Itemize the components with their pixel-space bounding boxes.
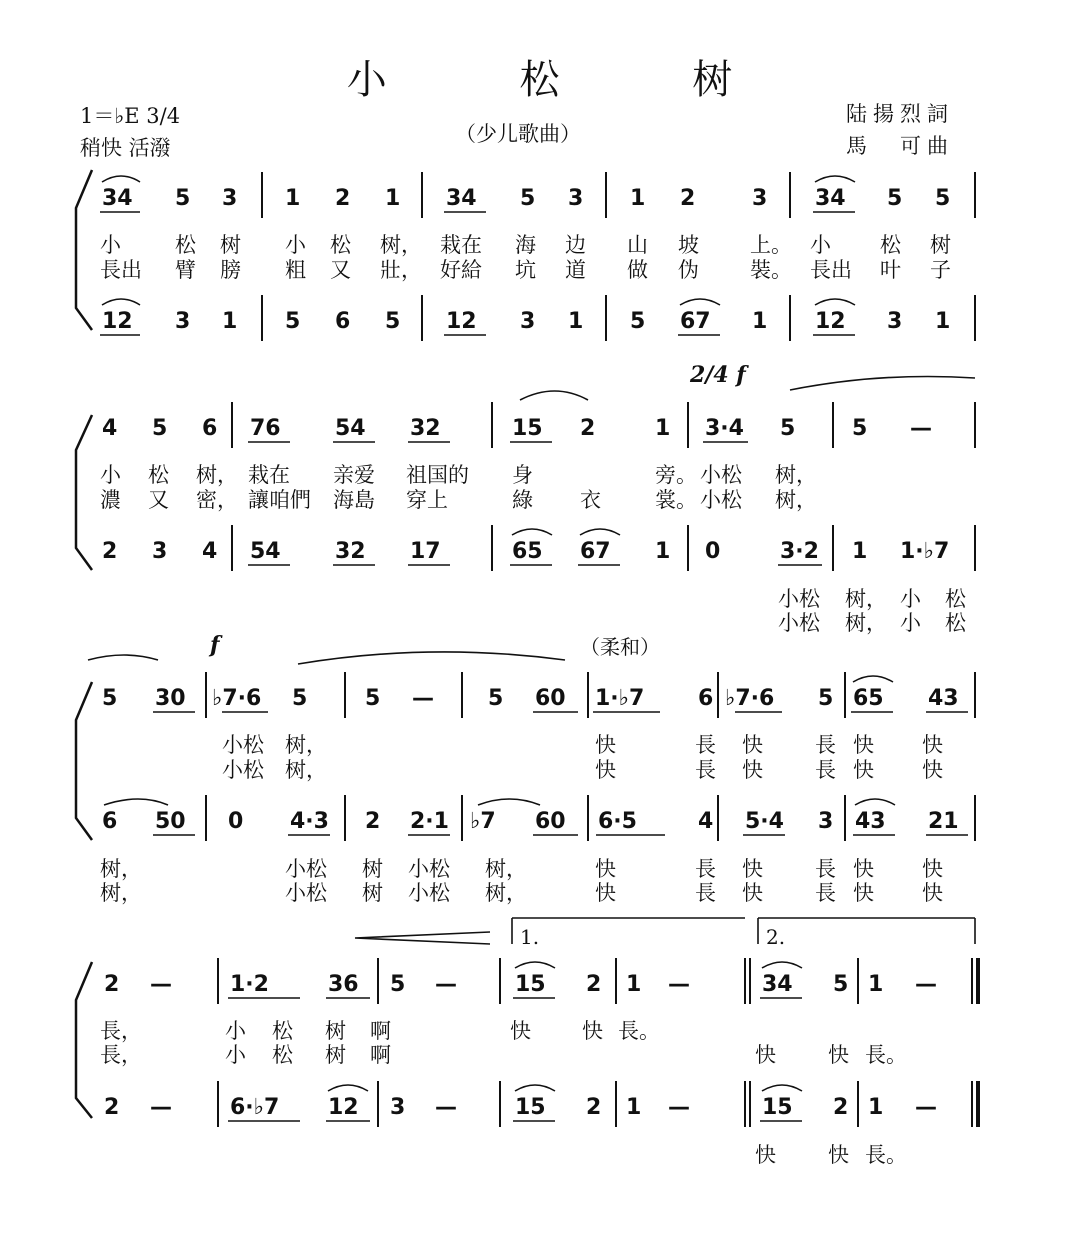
note: 3 xyxy=(222,186,238,211)
score-text: 旁。 xyxy=(655,463,697,487)
score-text: 長， xyxy=(100,1043,142,1067)
score-text: 60 xyxy=(535,686,566,711)
score-text: 4 xyxy=(202,539,218,564)
score-text: 65 xyxy=(853,686,884,711)
note: 5 xyxy=(520,186,536,211)
score-text: 小松 xyxy=(408,881,450,905)
score-text: 小松 xyxy=(222,733,264,757)
score-text: 1 xyxy=(626,972,642,997)
score-text: 小 xyxy=(225,1019,246,1043)
lyrics-verse-2 xyxy=(222,758,943,783)
score-text: 啊 xyxy=(370,1019,391,1043)
score-text: 5 xyxy=(152,416,168,441)
note: 3 xyxy=(175,309,191,334)
volta-1-label: 1. xyxy=(520,925,540,949)
score-text: 快 xyxy=(853,857,874,881)
expression-marking: （柔和） xyxy=(580,635,660,659)
score-text: 树 xyxy=(220,233,241,257)
score-text: 树 xyxy=(362,881,383,905)
score-text: 栽在 xyxy=(248,463,290,487)
volta-brackets xyxy=(512,918,975,944)
lyrics-verse-2 xyxy=(100,258,951,283)
score-text: 松 xyxy=(272,1043,293,1067)
score-text: 小 xyxy=(100,463,121,487)
score-text: 15 xyxy=(515,972,546,997)
composer-credit: 馬 可曲 xyxy=(846,134,954,158)
score-text: 長 xyxy=(695,733,716,757)
beams-and-slurs xyxy=(100,176,855,212)
score-text: 树， xyxy=(775,463,817,487)
score-text: 密， xyxy=(196,488,238,512)
lower-voice-notes xyxy=(102,309,950,334)
note: 3 xyxy=(568,186,584,211)
note: 3 xyxy=(520,309,536,334)
score-text: 树 xyxy=(362,857,383,881)
score-text: 讓咱們 xyxy=(248,488,311,512)
score-text: — xyxy=(915,972,937,997)
note: 1 xyxy=(630,186,646,211)
note: 1 xyxy=(222,309,238,334)
note: 12 xyxy=(102,309,133,334)
score-text: 54 xyxy=(250,539,281,564)
score-text: 1 xyxy=(868,972,884,997)
note: 6 xyxy=(335,309,351,334)
score-text: 3 xyxy=(390,1095,406,1120)
score-text: 快 xyxy=(922,857,943,881)
score-text: 树， xyxy=(380,233,422,257)
score-text: 1 xyxy=(868,1095,884,1120)
note: 5 xyxy=(935,186,951,211)
score-text: — xyxy=(150,1095,172,1120)
tempo-marking: 稍快 活潑 xyxy=(80,136,171,160)
score-text: 4·3 xyxy=(290,809,329,834)
score-text: 亲爱 xyxy=(333,463,375,487)
score-text: 树， xyxy=(845,587,887,611)
score-text: 快 xyxy=(853,881,874,905)
score-text: 濃 xyxy=(100,488,121,512)
score-text: 65 xyxy=(512,539,543,564)
score-text: 2 xyxy=(365,809,381,834)
score-text: 2 xyxy=(586,1095,602,1120)
score-text: 長。 xyxy=(618,1019,660,1043)
score-text: 又 xyxy=(330,258,351,282)
score-text: 長 xyxy=(815,857,836,881)
score-text: 快 xyxy=(853,733,874,757)
genre-label: （少儿歌曲） xyxy=(455,122,581,146)
lower-lyrics xyxy=(100,857,943,906)
score-text: 32 xyxy=(410,416,441,441)
score-text: 快 xyxy=(595,733,616,757)
dynamic-forte: f xyxy=(210,632,220,658)
lower-lyrics xyxy=(755,1143,907,1167)
score-text: 叶 xyxy=(880,258,901,282)
note: 3 xyxy=(752,186,768,211)
score-text: 17 xyxy=(410,539,441,564)
score-text: 5 xyxy=(818,686,834,711)
note: 1 xyxy=(385,186,401,211)
score-text: 小松 xyxy=(700,463,742,487)
score-text: 坑 xyxy=(515,258,536,282)
score-text: 2·1 xyxy=(410,809,449,834)
note: 12 xyxy=(815,309,846,334)
score-text: 長 xyxy=(695,881,716,905)
score-text: — xyxy=(150,972,172,997)
score-text: 50 xyxy=(155,809,186,834)
score-text: — xyxy=(668,1095,690,1120)
score-text: 21 xyxy=(928,809,959,834)
score-text: 小松 xyxy=(700,488,742,512)
score-text: 山 xyxy=(627,233,648,257)
score-text: 4 xyxy=(102,416,118,441)
score-text: 6 xyxy=(698,686,714,711)
score-text: 2 xyxy=(104,1095,120,1120)
score-text: 1 xyxy=(626,1095,642,1120)
score-text: 快 xyxy=(595,857,616,881)
score-text: 松 xyxy=(272,1019,293,1043)
score-text: 上。 xyxy=(750,233,792,257)
score-text: 快 xyxy=(595,758,616,782)
score-text: 76 xyxy=(250,416,281,441)
score-text: — xyxy=(435,1095,457,1120)
note: 34 xyxy=(102,186,133,211)
score-text: 6 xyxy=(202,416,218,441)
score-text: 子 xyxy=(930,258,951,282)
score-text: 松 xyxy=(330,233,351,257)
lyrics-verse-2 xyxy=(100,488,817,513)
score-text: 树， xyxy=(485,881,527,905)
score-text: 6·5 xyxy=(598,809,637,834)
score-text: 栽在 xyxy=(440,233,482,257)
score-text: 2 xyxy=(102,539,118,564)
lower-voice-notes xyxy=(104,1095,937,1120)
score-text: 树， xyxy=(845,611,887,635)
score-text: 小 xyxy=(100,233,121,257)
score-text: 2 xyxy=(104,972,120,997)
lower-lyrics xyxy=(778,587,967,636)
score-text: 快 xyxy=(755,1043,776,1067)
note: 2 xyxy=(335,186,351,211)
score-text: 裳。 xyxy=(655,488,697,512)
score-text: 12 xyxy=(328,1095,359,1120)
score-text: 60 xyxy=(535,809,566,834)
score-text: 5 xyxy=(852,416,868,441)
score-text: 36 xyxy=(328,972,359,997)
score-text: 又 xyxy=(148,488,169,512)
note: 1 xyxy=(752,309,768,334)
score-text: 快 xyxy=(828,1143,849,1167)
score-text: 小松 xyxy=(222,758,264,782)
score-text: 快 xyxy=(742,881,763,905)
score-text: 15 xyxy=(512,416,543,441)
score-text: 身 xyxy=(512,463,533,487)
lower-voice-notes xyxy=(102,809,959,834)
score-text: — xyxy=(910,416,932,441)
score-text: 小松 xyxy=(778,611,820,635)
score-text: 坡 xyxy=(678,233,699,257)
score-text: 伪 xyxy=(678,258,699,282)
note: 5 xyxy=(175,186,191,211)
lyrics-verse-1 xyxy=(222,733,943,758)
note: 5 xyxy=(285,309,301,334)
score-text: 1 xyxy=(655,539,671,564)
score-text: 穿上 xyxy=(406,488,448,512)
note: 34 xyxy=(446,186,477,211)
score-text: 快 xyxy=(742,733,763,757)
score-text: 裝。 xyxy=(750,258,792,282)
score-text: 快 xyxy=(755,1143,776,1167)
system-4 xyxy=(76,918,978,1167)
score-text: 快 xyxy=(922,881,943,905)
score-text: 5 xyxy=(833,972,849,997)
score-text: 树， xyxy=(196,463,238,487)
score-text: 树 xyxy=(930,233,951,257)
score-text: 長出 xyxy=(100,258,142,282)
score-text: 松 xyxy=(945,611,966,635)
score-text: 好給 xyxy=(440,258,482,282)
score-text: 6·♭7 xyxy=(230,1095,280,1120)
score-text: 松 xyxy=(175,233,196,257)
note: 5 xyxy=(385,309,401,334)
lyrics-verse-1 xyxy=(100,233,951,258)
system-brace xyxy=(76,170,92,330)
score-text: 長 xyxy=(695,758,716,782)
note: 1 xyxy=(285,186,301,211)
score-text: 5 xyxy=(780,416,796,441)
score-text: 0 xyxy=(228,809,244,834)
note: 34 xyxy=(815,186,846,211)
note: 12 xyxy=(446,309,477,334)
score-text: 快 xyxy=(742,758,763,782)
time-and-dynamic-marking: 2/4 f xyxy=(690,362,746,388)
score-text: 長 xyxy=(815,881,836,905)
score-text: 松 xyxy=(148,463,169,487)
score-text: 树， xyxy=(775,488,817,512)
score-text: 3 xyxy=(152,539,168,564)
score-text: 54 xyxy=(335,416,366,441)
score-text: 粗 xyxy=(285,258,306,282)
score-text: 3·2 xyxy=(780,539,819,564)
barlines xyxy=(262,172,975,341)
score-text: 膀 xyxy=(220,258,241,282)
score-text: 小 xyxy=(900,587,921,611)
lower-voice-notes xyxy=(102,539,949,564)
song-title: 小 松 树 xyxy=(346,57,793,103)
note: 5 xyxy=(887,186,903,211)
score-text: ♭7 xyxy=(470,809,496,834)
score-text: 海島 xyxy=(333,488,375,512)
score-text: 1·♭7 xyxy=(900,539,950,564)
score-text: 43 xyxy=(855,809,886,834)
score-text: 30 xyxy=(155,686,186,711)
score-text: 長 xyxy=(695,857,716,881)
score-text: 树 xyxy=(325,1043,346,1067)
upper-voice-notes xyxy=(104,972,937,997)
score-text: 1 xyxy=(852,539,868,564)
score-text: 快 xyxy=(922,758,943,782)
upper-voice-notes xyxy=(102,416,932,441)
score-text: 道 xyxy=(565,258,586,282)
score-text: 67 xyxy=(580,539,611,564)
system-3 xyxy=(76,632,975,906)
score-text: 树 xyxy=(325,1019,346,1043)
score-text: 树， xyxy=(100,857,142,881)
score-text: 小 xyxy=(285,233,306,257)
score-text: 快 xyxy=(510,1019,531,1043)
score-text: 2 xyxy=(833,1095,849,1120)
score-text: 1·♭7 xyxy=(595,686,645,711)
score-text: 边 xyxy=(565,233,586,257)
score-text: 小松 xyxy=(285,881,327,905)
system-1 xyxy=(76,170,975,341)
upper-voice-notes xyxy=(102,186,950,211)
score-text: 衣 xyxy=(580,488,601,512)
score-text: 34 xyxy=(762,972,793,997)
lyrics-verse-1 xyxy=(100,1019,660,1044)
score-text: 快 xyxy=(595,881,616,905)
score-text: 15 xyxy=(762,1095,793,1120)
score-text: 5 xyxy=(365,686,381,711)
score-text: 小 xyxy=(225,1043,246,1067)
score-text: 松 xyxy=(945,587,966,611)
system-brace xyxy=(76,415,92,570)
lyrics-verse-2 xyxy=(100,1043,907,1068)
score-text: 树， xyxy=(285,758,327,782)
volta-2-label: 2. xyxy=(766,925,786,949)
score-text: 壯， xyxy=(380,258,422,282)
score-text: 0 xyxy=(705,539,721,564)
score-text: 15 xyxy=(515,1095,546,1120)
score-text: 長。 xyxy=(865,1043,907,1067)
score-text: 3 xyxy=(818,809,834,834)
score-text: ♭7·6 xyxy=(725,686,775,711)
note: 5 xyxy=(630,309,646,334)
note: 3 xyxy=(887,309,903,334)
score-text: 長出 xyxy=(810,258,852,282)
score-text: 臂 xyxy=(175,258,196,282)
score-text: 1·2 xyxy=(230,972,269,997)
score-text: 5 xyxy=(390,972,406,997)
score-text: — xyxy=(668,972,690,997)
score-text: 長。 xyxy=(865,1143,907,1167)
score-text: 長， xyxy=(100,1019,142,1043)
upper-voice-notes xyxy=(102,686,959,711)
score-text: 树， xyxy=(285,733,327,757)
score-text: 松 xyxy=(880,233,901,257)
score-text: — xyxy=(412,686,434,711)
score-text: 5·4 xyxy=(745,809,784,834)
score-text: 快 xyxy=(742,857,763,881)
score-text: 海 xyxy=(515,233,536,257)
score-text: 長 xyxy=(815,733,836,757)
note: 2 xyxy=(680,186,696,211)
score-text: — xyxy=(435,972,457,997)
lyrics-verse-1 xyxy=(100,463,817,488)
score-text: 3·4 xyxy=(705,416,744,441)
score-text: 祖国的 xyxy=(406,463,469,487)
score-text: 快 xyxy=(853,758,874,782)
score-text: 32 xyxy=(335,539,366,564)
score-text: 小松 xyxy=(285,857,327,881)
system-brace xyxy=(76,962,92,1118)
score-text: 树， xyxy=(100,881,142,905)
score-text: 小松 xyxy=(408,857,450,881)
score-text: 5 xyxy=(488,686,504,711)
system-2 xyxy=(76,362,975,636)
score-text: — xyxy=(915,1095,937,1120)
score-text: 2 xyxy=(586,972,602,997)
note: 1 xyxy=(935,309,951,334)
score-text: 綠 xyxy=(512,488,533,512)
lyricist-credit: 陆揚烈詞 xyxy=(846,102,954,126)
score-text: 做 xyxy=(627,258,648,282)
score-text: 啊 xyxy=(370,1043,391,1067)
system-brace xyxy=(76,682,92,840)
score-text: 長 xyxy=(815,758,836,782)
note: 1 xyxy=(568,309,584,334)
score-text: 小松 xyxy=(778,587,820,611)
decrescendo-hairpin xyxy=(355,932,490,944)
score-text: 树， xyxy=(485,857,527,881)
score-text: ♭7·6 xyxy=(212,686,262,711)
score-text: 5 xyxy=(102,686,118,711)
score-text: 6 xyxy=(102,809,118,834)
score-text: 1 xyxy=(655,416,671,441)
score-text: 小 xyxy=(900,611,921,635)
score-text: 5 xyxy=(292,686,308,711)
key-signature: 1＝♭E 3/4 xyxy=(80,104,181,128)
score-text: 43 xyxy=(928,686,959,711)
score-text: 2 xyxy=(580,416,596,441)
score-text: 小 xyxy=(810,233,831,257)
score-text: 快 xyxy=(828,1043,849,1067)
score-text: 快 xyxy=(582,1019,603,1043)
score-text: 快 xyxy=(922,733,943,757)
score-text: 4 xyxy=(698,809,714,834)
note: 67 xyxy=(680,309,711,334)
